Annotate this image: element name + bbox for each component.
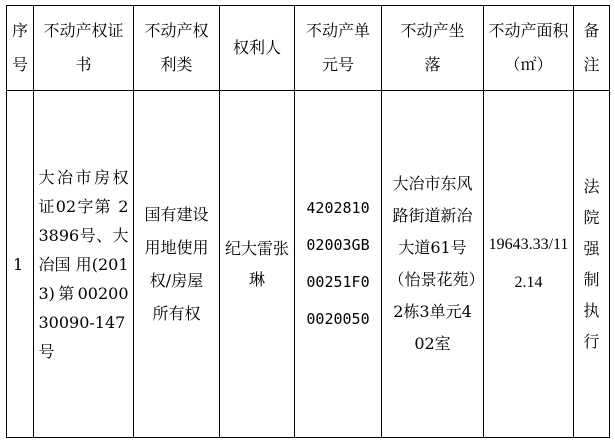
cell-seq: 1 [7, 91, 34, 438]
cell-unit-no: 420281002003GB00251F00020050 [295, 91, 382, 438]
header-row [7, 6, 610, 91]
property-table [6, 5, 610, 438]
header-area: 不动产面积（㎡） [484, 6, 574, 91]
cell-area: 19643.33/112.14 [484, 91, 574, 438]
cell-note: 法院强制执行 [574, 91, 610, 438]
header-right-type: 不动产权利类 [134, 6, 220, 91]
header-unit-no: 不动产单元号 [295, 6, 382, 91]
header-cert: 不动产权证书 [34, 6, 134, 91]
cell-right-type: 国有建设用地使用权/房屋所有权 [134, 91, 220, 438]
header-location: 不动产坐落 [382, 6, 484, 91]
table-row [7, 91, 610, 438]
cell-location: 大冶市东风路街道新冶大道61号（怡景花苑）2栋3单元402室 [382, 91, 484, 438]
header-note: 备注 [574, 6, 610, 91]
header-seq: 序号 [7, 6, 34, 91]
cell-cert: 大冶市房权证02字第 23896号、大冶国 用(2013)第0020030090-147号 [34, 91, 134, 438]
cell-owner: 纪大雷张 琳 [220, 91, 295, 438]
header-owner: 权利人 [220, 6, 295, 91]
